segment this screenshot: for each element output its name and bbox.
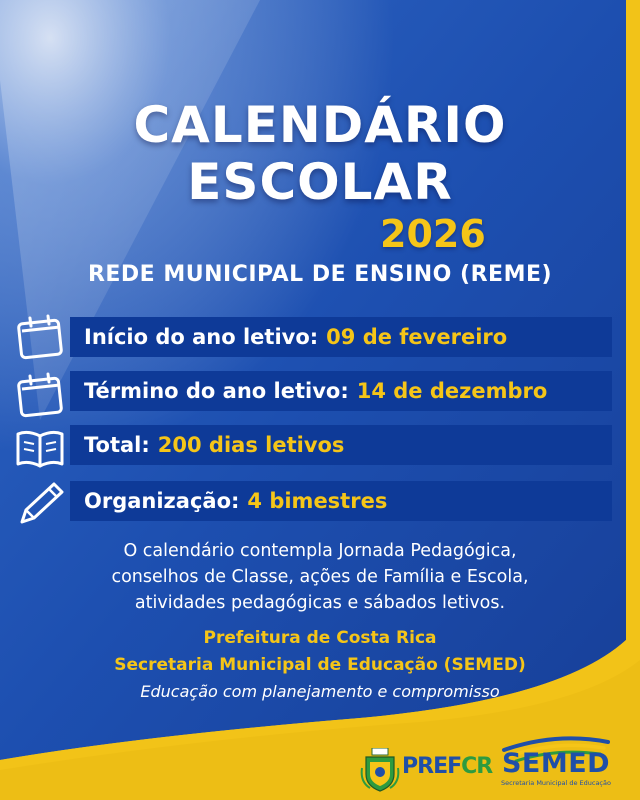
prefeitura-logo-cr: CR bbox=[461, 754, 493, 779]
info-row-termino bbox=[70, 371, 612, 411]
description-line: O calendário contempla Jornada Pedagógica, bbox=[123, 541, 517, 561]
organization-semed: Secretaria Municipal de Educação (SEMED) bbox=[114, 655, 526, 675]
info-row-organizacao bbox=[70, 481, 612, 521]
info-row-inicio bbox=[70, 317, 612, 357]
pencil-icon bbox=[14, 480, 66, 526]
title-line-1: CALENDÁRIO bbox=[133, 96, 507, 154]
info-label: Início do ano letivo: bbox=[84, 325, 319, 349]
info-label: Total: bbox=[84, 433, 150, 457]
calendar-icon bbox=[14, 372, 66, 418]
subtitle: REDE MUNICIPAL DE ENSINO (REME) bbox=[87, 262, 553, 287]
slogan: Educação com planejamento e compromisso bbox=[140, 682, 500, 701]
info-value: 14 de dezembro bbox=[356, 379, 548, 403]
description bbox=[0, 538, 640, 616]
info-label: Término do ano letivo: bbox=[84, 379, 349, 403]
description-line: atividades pedagógicas e sábados letivos. bbox=[134, 593, 506, 613]
title-year: 2026 bbox=[380, 212, 486, 256]
prefeitura-logo-text: PREF bbox=[402, 754, 462, 779]
info-label: Organização: bbox=[84, 489, 240, 513]
prefeitura-logo bbox=[402, 754, 492, 779]
info-value: 200 dias letivos bbox=[157, 433, 345, 457]
city-crest-logo bbox=[360, 748, 400, 792]
description-line: conselhos de Classe, ações de Família e Escola, bbox=[111, 567, 529, 587]
info-value: 09 de fevereiro bbox=[326, 325, 508, 349]
open-book-icon bbox=[14, 426, 66, 472]
semed-logo: SEMED bbox=[501, 748, 611, 779]
organization-prefeitura: Prefeitura de Costa Rica bbox=[203, 628, 437, 648]
calendar-icon bbox=[14, 314, 66, 360]
semed-logo-subtitle: Secretaria Municipal de Educação bbox=[501, 779, 611, 787]
info-row-total bbox=[70, 425, 612, 465]
title-line-2: ESCOLAR bbox=[187, 153, 453, 211]
info-value: 4 bimestres bbox=[247, 489, 388, 513]
